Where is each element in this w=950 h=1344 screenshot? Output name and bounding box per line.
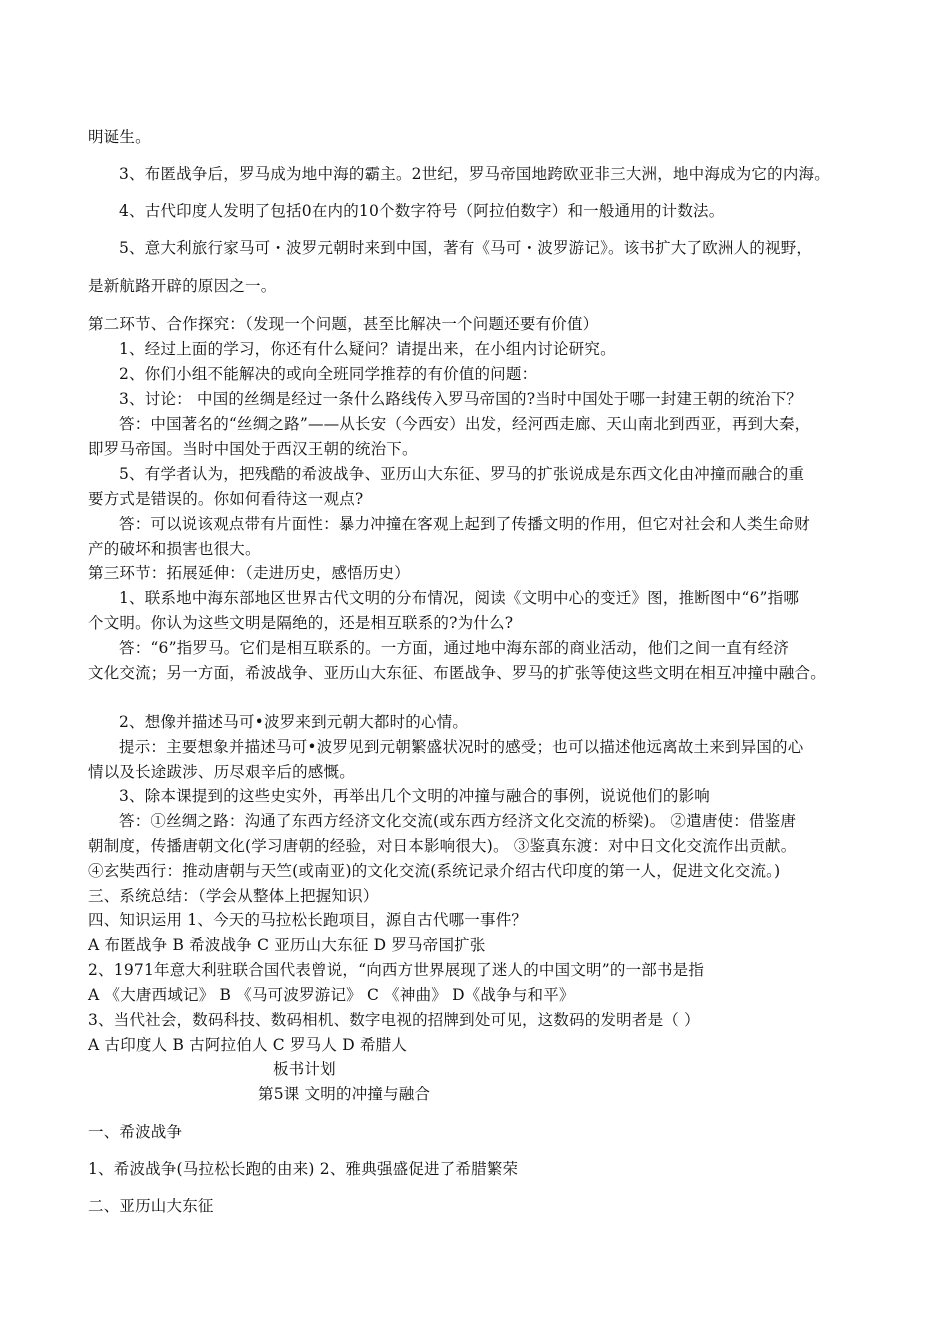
text-line: 3、布匿战争后，罗马成为地中海的霸主。2世纪，罗马帝国地跨欧亚非三大洲，地中海成为它的内海。: [119, 165, 830, 183]
text-line: 明诞生。: [88, 128, 151, 146]
text-line: 答：“6”指罗马。它们是相互联系的。一方面，通过地中海东部的商业活动，他们之间一直有经济: [119, 639, 790, 657]
text-line: 文化交流；另一方面，希波战争、亚历山大东征、布匿战争、罗马的扩张等使这些文明在相互冲撞中融合。: [88, 664, 826, 682]
answer-options: A 古印度人 B 古阿拉伯人 C 罗马人 D 希腊人: [88, 1036, 408, 1054]
answer-options: A 《大唐西域记》 B 《马可波罗游记》 C 《神曲》 D《战争与和平》: [88, 986, 575, 1004]
outline-item: 1、希波战争(马拉松长跑的由来) 2、雅典强盛促进了希腊繁荣: [88, 1160, 519, 1178]
board-plan-title: 板书计划: [273, 1060, 336, 1078]
question-line: 四、知识运用 1、今天的马拉松长跑项目，源自古代哪一事件？: [88, 911, 528, 929]
text-line: 2、想像并描述马可•波罗来到元朝大都时的心情。: [119, 713, 469, 731]
text-line: 提示：主要想象并描述马可•波罗见到元朝繁盛状况时的感受；也可以描述他远离故土来到异国的心: [119, 738, 804, 756]
section-heading: 第三环节：拓展延伸：（走进历史，感悟历史）: [88, 564, 410, 582]
text-line: 5、意大利旅行家马可・波罗元朝时来到中国，著有《马可・波罗游记》。该书扩大了欧洲人的视野，: [119, 239, 813, 257]
text-line: 朝制度，传播唐朝文化(学习唐朝的经验，对日本影响很大)。 ③鉴真东渡：对中日文化交流作出贡献。: [88, 837, 797, 855]
text-line: 答：①丝绸之路：沟通了东西方经济文化交流(或东西方经济文化交流的桥梁)。 ②遣唐使：借鉴唐: [119, 812, 797, 830]
outline-heading: 二、亚历山大东征: [88, 1197, 214, 1215]
text-line: 要方式是错误的。你如何看待这一观点?: [88, 490, 364, 508]
text-line: 产的破坏和损害也很大。: [88, 540, 261, 558]
section-heading: 三、系统总结：（学会从整体上把握知识）: [88, 887, 379, 905]
section-heading: 第二环节、合作探究：（发现一个问题，甚至比解决一个问题还要有价值）: [88, 315, 599, 333]
text-line: 3、讨论： 中国的丝绸是经过一条什么路线传入罗马帝国的?当时中国处于哪一封建王朝的统治下？: [119, 390, 803, 408]
text-line: 4、古代印度人发明了包括0在内的10个数字符号（阿拉伯数字）和一般通用的计数法。: [119, 202, 725, 220]
text-line: 3、除本课提到的这些史实外，再举出几个文明的冲撞与融合的事例，说说他们的影响: [119, 787, 710, 805]
question-line: 3、当代社会，数码科技、数码相机、数字电视的招牌到处可见，这数码的发明者是（ ）: [88, 1011, 700, 1029]
answer-options: A 布匿战争 B 希波战争 C 亚历山大东征 D 罗马帝国扩张: [88, 936, 486, 954]
text-line: ④玄奘西行：推动唐朝与天竺(或南亚)的文化交流(系统记录介绍古代印度的第一人，促进文化交流。): [88, 862, 781, 880]
text-line: 1、联系地中海东部地区世界古代文明的分布情况，阅读《文明中心的变迁》图，推断图中“6”指哪: [119, 589, 800, 607]
text-line: 答：中国著名的“丝绸之路”——从长安（今西安）出发，经河西走廊、天山南北到西亚，再到大秦，: [119, 415, 811, 433]
outline-heading: 一、希波战争: [88, 1123, 183, 1141]
text-line: 答：可以说该观点带有片面性：暴力冲撞在客观上起到了传播文明的作用，但它对社会和人类生命财: [119, 515, 810, 533]
text-line: 即罗马帝国。当时中国处于西汉王朝的统治下。: [88, 440, 418, 458]
lesson-title: 第5课 文明的冲撞与融合: [258, 1085, 431, 1103]
question-line: 2、1971年意大利驻联合国代表曾说，“向西方世界展现了迷人的中国文明”的一部书是指: [88, 961, 705, 979]
text-line: 是新航路开辟的原因之一。: [88, 277, 277, 295]
text-line: 个文明。你认为这些文明是隔绝的，还是相互联系的?为什么?: [88, 614, 514, 632]
text-line: 1、经过上面的学习，你还有什么疑问？请提出来，在小组内讨论研究。: [119, 340, 616, 358]
text-line: 2、你们小组不能解决的或向全班同学推荐的有价值的问题：: [119, 365, 538, 383]
text-line: 5、有学者认为，把残酷的希波战争、亚历山大东征、罗马的扩张说成是东西文化由冲撞而融合的重: [119, 465, 805, 483]
text-line: 情以及长途跋涉、历尽艰辛后的感慨。: [88, 763, 355, 781]
